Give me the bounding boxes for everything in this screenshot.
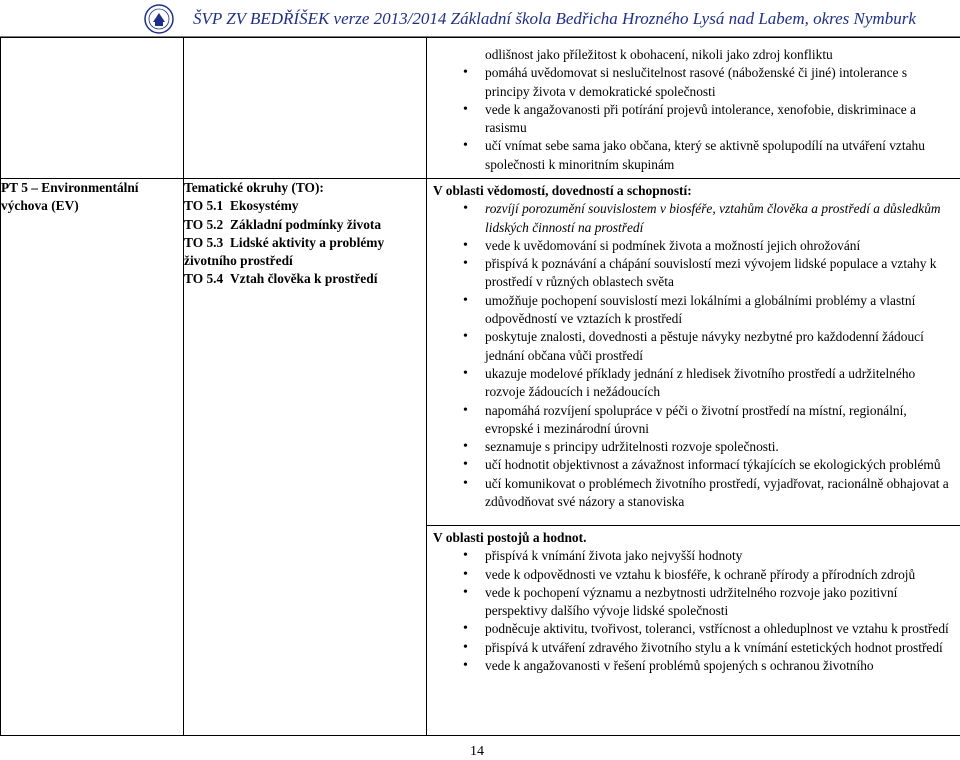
top-list (433, 64, 954, 174)
list-item: • přispívá k vnímání života jako nejvyšší hodnoty (433, 547, 954, 565)
knowledge-cell (427, 179, 960, 526)
list-item: • přispívá k poznávání a chápání souvislostí mezi vývojem lidské populace a vztahy k prostředí v různých oblastech světa (433, 255, 954, 292)
list-item: • přispívá k utváření zdravého životního stylu a k vnímání estetických hodnot prostředí (433, 639, 954, 657)
list-item: • ukazuje modelové příklady jednání z hledisek životního prostředí a udržitelného rozvoje žádoucích i nežádoucích (433, 365, 954, 402)
list-item: • poskytuje znalosti, dovednosti a pěstuje návyky nezbytné pro každodenní žádoucí jednání občana vůči prostředí (433, 328, 954, 365)
school-logo (144, 4, 174, 34)
list-item: • napomáhá rozvíjení spolupráce v péči o životní prostředí na místní, regionální, evropské i mezinárodní úrovni (433, 402, 954, 439)
list-item: • vede k angažovanosti při potírání projevů intolerance, xenofobie, diskriminace a rasismu (433, 101, 954, 138)
list-item: • pomáhá uvědomovat si neslučitelnost rasové (náboženské či jiné) intolerance s principy života v demokratické společnosti (433, 64, 954, 101)
list-item: • umožňuje pochopení souvislostí mezi lokálními a globálními problémy a vlastní odpovědností ve vztazích k prostředí (433, 292, 954, 329)
row-pt5 (1, 179, 960, 526)
knowledge-list (433, 237, 954, 511)
topic-item: TO 5.1 Ekosystémy (184, 198, 299, 214)
curriculum-table (0, 37, 960, 736)
page-header (0, 0, 960, 36)
page-number: 14 (470, 744, 484, 759)
attitudes-title: V oblasti postojů a hodnot. (433, 530, 587, 545)
list-item: • vede k odpovědnosti ve vztahu k biosféře, k ochraně přírody a přírodních zdrojů (433, 566, 954, 584)
list-item: • rozvíjí porozumění souvislostem v biosféře, vztahům člověka a prostředí a důsledkům lidských činností na prostředí (433, 200, 954, 237)
top-lead: odlišnost jako příležitost k obohacení, nikoli jako zdroj konfliktu (485, 47, 833, 62)
attitudes-cell (427, 526, 960, 736)
list-item: • vede k angažovanosti v řešení problémů spojených s ochranou životního (433, 657, 954, 675)
list-item: • učí hodnotit objektivnost a závažnost informací týkajících se ekologických problémů (433, 456, 954, 474)
cell-empty-mid (184, 38, 427, 179)
curriculum-table-wrapper (0, 37, 960, 736)
pt5-title-cell (1, 179, 184, 736)
attitudes-list (433, 547, 954, 675)
list-item: • vede k uvědomování si podmínek života a možností jejich ohrožování (433, 237, 954, 255)
list-item: • učí komunikovat o problémech životního prostředí, vyjadřovat, racionálně obhajovat a zdůvodňovat své názory a stanoviska (433, 475, 954, 512)
list-item: • seznamuje s principy udržitelnosti rozvoje společnosti. (433, 438, 954, 456)
row-previous (1, 38, 960, 179)
topic-item: TO 5.3 Lidské aktivity a problémy životního prostředí (184, 234, 385, 269)
cell-top-block (427, 38, 960, 179)
cell-empty-left (1, 38, 184, 179)
topic-item: TO 5.4 Vztah člověka k prostředí (184, 271, 378, 287)
pt5-title: PT 5 – Environmentální výchova (EV) (1, 180, 139, 214)
list-item: • vede k pochopení významu a nezbytnosti udržitelného rozvoje jako pozitivní perspektivy dalšího vývoje lidské společnosti (433, 584, 954, 621)
list-item: • podněcuje aktivitu, tvořivost, toleranci, vstřícnost a ohleduplnost ve vztahu k prostředí (433, 620, 954, 638)
knowledge-list-italic (433, 200, 954, 237)
tematic-title: Tematické okruhy (TO): (184, 180, 324, 195)
topic-item: TO 5.2 Základní podmínky života (184, 216, 382, 232)
pt5-topics-cell (184, 179, 427, 736)
knowledge-title: V oblasti vědomostí, dovedností a schopností: (433, 183, 692, 198)
header-title: ŠVP ZV BEDŘÍŠEK verze 2013/2014 Základní škola Bedřicha Hrozného Lysá nad Labem, okres Nymburk (193, 9, 916, 28)
list-item: • učí vnímat sebe sama jako občana, který se aktivně spolupodílí na utváření vztahu společnosti k minoritním skupinám (433, 137, 954, 174)
